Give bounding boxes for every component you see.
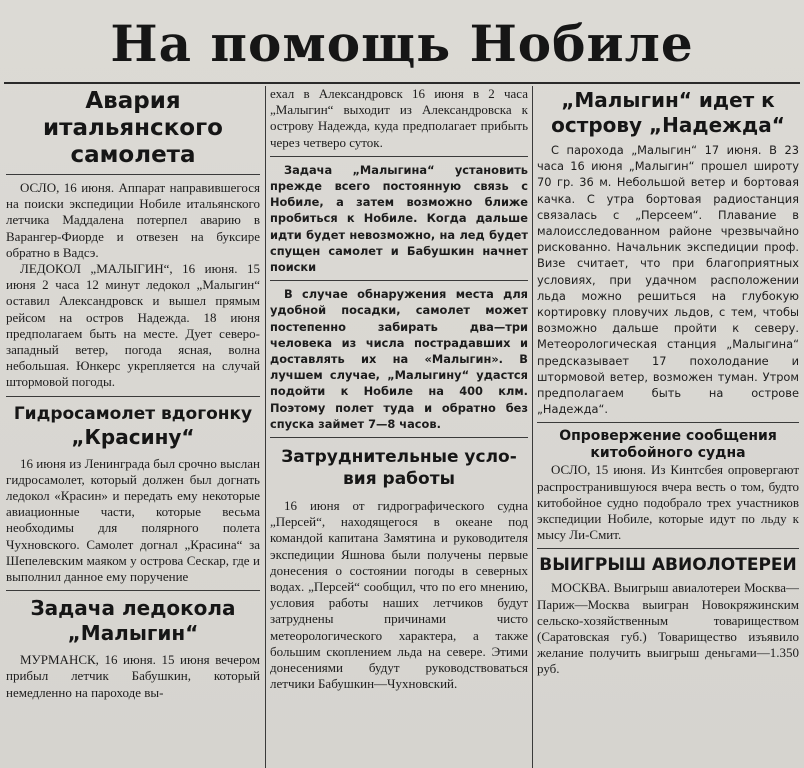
column-2 bbox=[270, 86, 528, 768]
article-paragraph: С парохода „Малыгин“ 17 июня. В 23 часа 16 июня „Малыгин“ прошел широту 70 гр. 36 м. Небольшой ветер и бортовая качка. С утра бортовая радиостанция связалась с „Персеем“. Плавание в малоисследованном районе чрезвычайно рискованно. Начальник экспедиции проф. Визе считает, что при благоприятных условиях, при удачном расположении льда можно решиться на глубокую кортировку пловучих льдов, с тем, чтобы возможно дальше пройти к северу. Метеорологическая станция „Малыгина“ предсказывает 17 похолодание и штормовой ветер, возможен туман. Утром предполагаем быть на острове „Надежда“. bbox=[537, 143, 799, 417]
page-title: На помощь Нобиле bbox=[110, 14, 694, 73]
section-rule bbox=[270, 156, 528, 157]
column-1 bbox=[6, 86, 260, 768]
headline-rule bbox=[6, 174, 260, 175]
headline-line: „Малыгин“ идет к bbox=[561, 88, 775, 112]
article-paragraph: ОСЛО, 15 июня. Из Кинтсбея опровергают распространившуюся вчера весть о том, будто китобойное судно подобрало трех участников экспедиции Нобиле, которые идут по льду к мысу Ли-Смит. bbox=[537, 462, 799, 543]
section-rule bbox=[270, 280, 528, 281]
article-denial-headline bbox=[537, 428, 799, 462]
headline-line: Затруднительные усло- bbox=[281, 447, 517, 468]
article-hydroplane-headline bbox=[6, 403, 260, 450]
article-crash-headline bbox=[6, 88, 260, 169]
headline-line: китобойного судна bbox=[590, 445, 746, 462]
headline-line: Авария bbox=[85, 88, 181, 114]
column-divider-2 bbox=[532, 86, 533, 768]
article-paragraph: МОСКВА. Выигрыш авиалотереи Москва—Париж—Москва выигран Новокряжинским сельско-хозяйственным товариществом (Саратовская губ.) Товарищество изъявило желание получить выигрыш деньгами—1.350 руб. bbox=[537, 580, 799, 677]
headline-line: Гидросамолет вдогонку bbox=[13, 403, 253, 424]
article-icebreaker-headline bbox=[6, 596, 260, 646]
headline-line: Задача ледокола bbox=[30, 596, 236, 621]
article-paragraph: 16 июня из Ленинграда был срочно выслан гидросамолет, который должен был догнать ледокол «Красин» и передать ему некоторые авиационные части, которые весьма необходимы для полярного полета Чухновского. Самолет догнал „Красина“ за Шепелевским маяком у острова Сескар, где и выполнил данное ему поручение bbox=[6, 455, 260, 585]
section-rule bbox=[537, 422, 799, 423]
article-paragraph: ОСЛО, 16 июня. Аппарат направившегося на поиски экспедиции Нобиле итальянского летчика Маддалена потерпел аварию в Варангер-Фиорде и отвезен на буксире обратно в Вадсэ. bbox=[6, 180, 260, 260]
article-paragraph: МУРМАНСК, 16 июня. 15 июня вечером прибыл летчик Бабушкин, который немедленно на пароходе вы- bbox=[6, 652, 260, 700]
headline-line: вия работы bbox=[343, 469, 455, 490]
column-3 bbox=[537, 86, 799, 768]
headline-line: итальянского bbox=[43, 115, 223, 141]
article-paragraph-bold: Задача „Малыгина“ установить прежде всего постоянную связь с Нобиле, а затем возможно ближе пробиться к Нобиле. Когда дальше идти будет невозможно, на лед будет спущен самолет и Бабушкин начнет поиски bbox=[270, 162, 528, 275]
article-conditions-headline bbox=[270, 446, 528, 490]
headline-line: „Красину“ bbox=[71, 424, 195, 449]
section-rule bbox=[537, 548, 799, 549]
article-paragraph-bold: В случае обнаружения места для удобной посадки, самолет может постепенно забирать два—три человека из числа пострадавших и доставлять их на «Малыгин». В лучшем случае, „Малыгину“ удастся подойти к Нобиле на 400 клм. Поэтому полет туда и обратно без спуска займет 7—8 часов. bbox=[270, 287, 528, 431]
article-paragraph: 16 июня от гидрографического судна „Персей“, находящегося в океане под командой капитана Замятина и руководителя экспедиции Яшнова были получены первые донесения о состоянии погоды в северных водах. „Персей“ сообщил, что по его мнению, условия работы наших летчиков будут затруднены причинами чисто метеорологического характера, а также большим скоплением льда на севере. Этими донесениями будут руководствоваться летчики Бабушкин—Чухновский. bbox=[270, 498, 528, 692]
section-rule bbox=[6, 590, 260, 591]
headline-line: самолета bbox=[70, 142, 196, 168]
headline-line: острову „Надежда“ bbox=[551, 113, 785, 137]
article-paragraph: ехал в Александровск 16 июня в 2 часа „Малыгин“ выходит из Александровска к острову Надежда, куда предполагает прибыть через четверо суток. bbox=[270, 86, 528, 150]
headline-line: Опровержение сообщения bbox=[559, 428, 777, 445]
section-rule bbox=[270, 437, 528, 438]
article-paragraph: ЛЕДОКОЛ „МАЛЫГИН“, 16 июня. 15 июня 2 часа 12 минут ледокол „Малыгин“ оставил Александровск и вышел прямым рейсом на остров Надежда. 18 июня предполагаем быть на месте. Дует северо-западный ветер, погода ясная, волна небольшая. Юнкерс укрепляется на случай штормовой погоды. bbox=[6, 261, 260, 390]
lottery-headline: ВЫИГРЫШ АВИОЛОТЕРЕИ bbox=[539, 555, 797, 576]
section-rule bbox=[6, 396, 260, 397]
column-divider-1 bbox=[265, 86, 266, 768]
article-malygin-headline bbox=[537, 88, 799, 138]
masthead-rule bbox=[4, 82, 800, 84]
headline-line: „Малыгин“ bbox=[67, 621, 199, 646]
